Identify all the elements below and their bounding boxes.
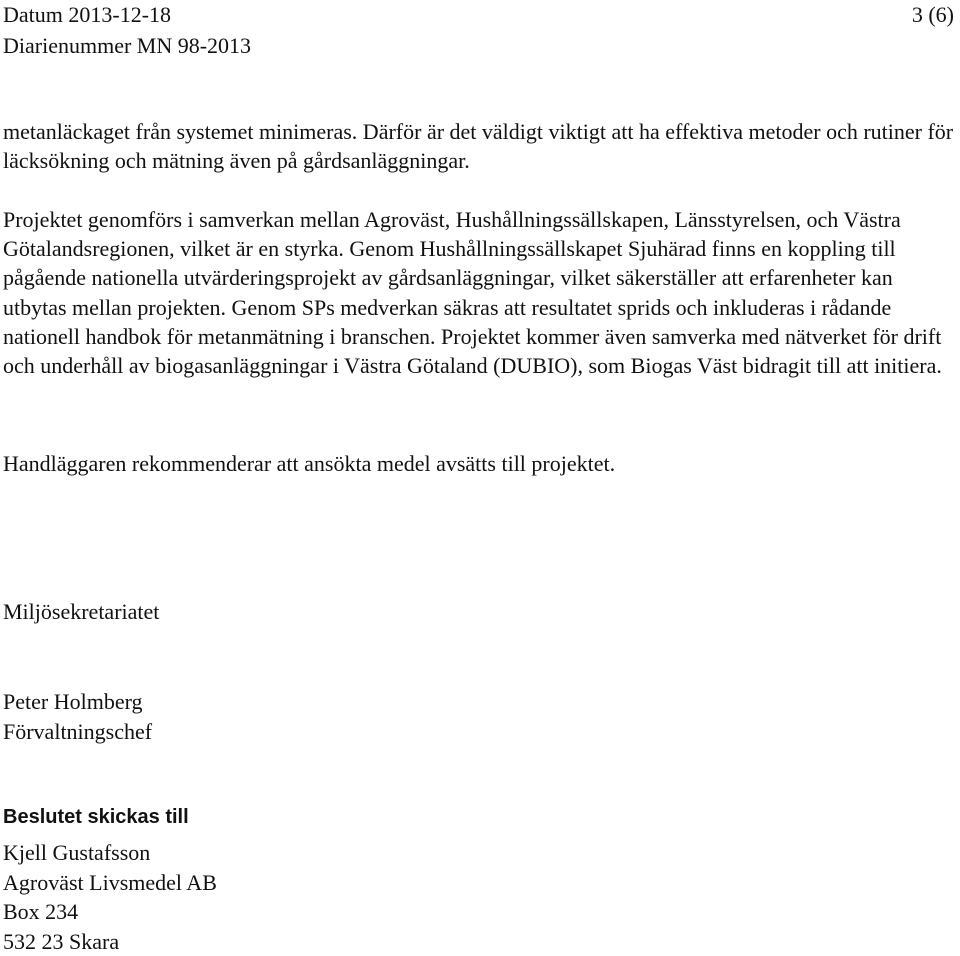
- paragraph-text: Handläggaren rekommenderar att ansökta medel avsätts till projektet.: [3, 449, 958, 478]
- document-date: Datum 2013-12-18: [3, 1, 171, 29]
- signature-block: [3, 687, 152, 746]
- paragraph-recommendation: [3, 449, 958, 478]
- paragraph-collaboration: [3, 205, 958, 380]
- signatory-title: Förvaltningschef: [3, 717, 152, 747]
- distribution-heading: Beslutet skickas till: [3, 803, 189, 833]
- recipient-postal: 532 23 Skara: [3, 927, 217, 956]
- page-number: 3 (6): [912, 1, 954, 29]
- paragraph-methane-leakage: [3, 117, 958, 175]
- recipient-address: [3, 838, 217, 956]
- recipient-company: Agroväst Livsmedel AB: [3, 868, 217, 898]
- signatory-name: Peter Holmberg: [3, 687, 152, 717]
- department-name: Miljösekretariatet: [3, 597, 159, 627]
- paragraph-text: metanläckaget från systemet minimeras. Därför är det väldigt viktigt att ha effektiva metoder och rutiner för läcksökning och mätning även på gårdsanläggningar.: [3, 117, 958, 175]
- diary-number: Diarienummer MN 98-2013: [3, 32, 251, 60]
- paragraph-text: Projektet genomförs i samverkan mellan Agroväst, Hushållningssällskapen, Länsstyrelsen, och Västra Götalandsregionen, vilket är en styrka. Genom Hushållningssällskapet Sjuhärad finns en koppling till pågående nationella utvärderingsprojekt av gårdsanläggningar, vilket säkerställer att erfarenheter kan utbytas mellan projekten. Genom SPs medverkan säkras att resultatet sprids och inkluderas i rådande nationell handbok för metanmätning i branschen. Projektet kommer även samverka med nätverket för drift och underhåll av biogasanläggningar i Västra Götaland (DUBIO), som Biogas Väst bidragit till att initiera.: [3, 205, 958, 380]
- recipient-box: Box 234: [3, 897, 217, 927]
- recipient-name: Kjell Gustafsson: [3, 838, 217, 868]
